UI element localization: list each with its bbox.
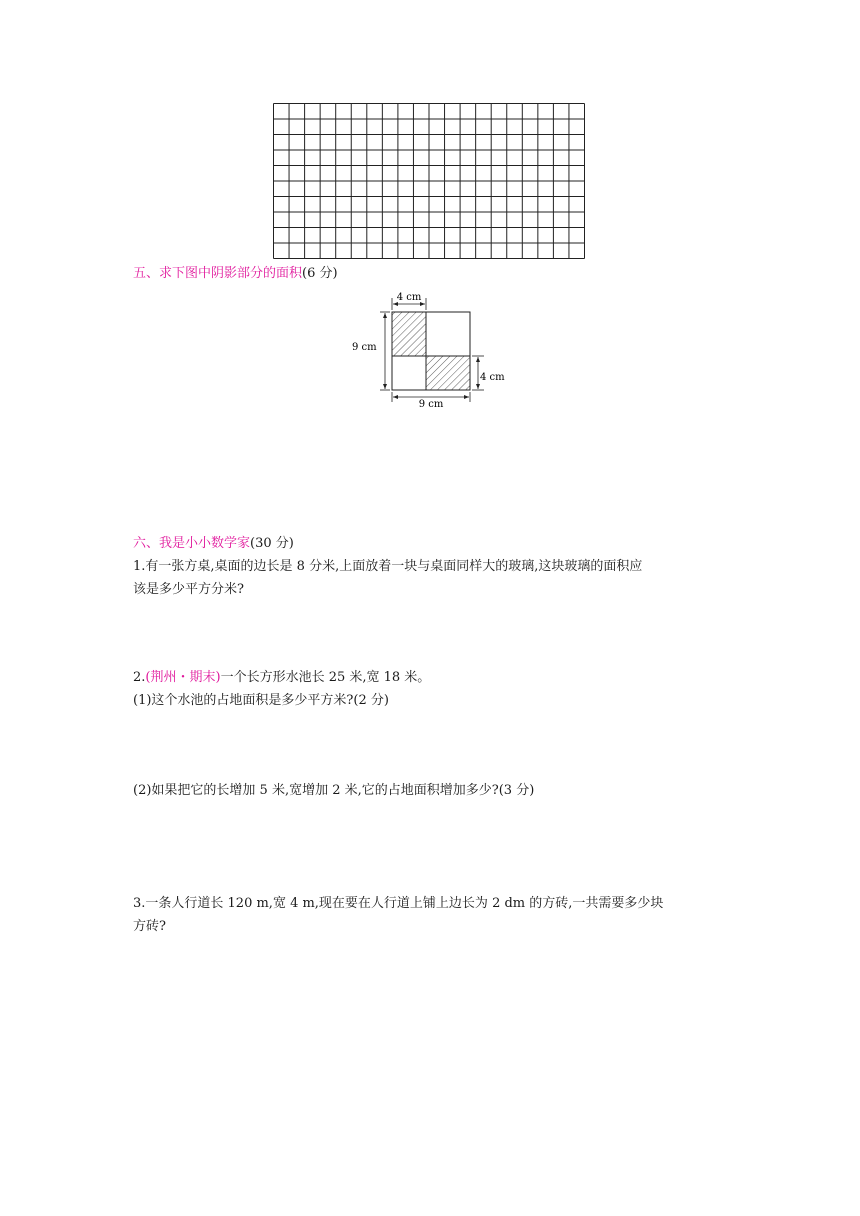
- question-2-part-1: (1)这个水池的占地面积是多少平方米?(2 分): [133, 693, 389, 708]
- question-2-source: (荆州・期末): [145, 670, 221, 685]
- question-2-stem: [133, 670, 430, 686]
- figure-svg: [350, 286, 510, 410]
- question-2-number: 2.: [133, 670, 146, 685]
- question-3-line-1: 3.一条人行道长 120 m,宽 4 m,现在要在人行道上铺上边长为 2 dm 的方砖,一共需要多少块: [133, 896, 664, 911]
- section-5-heading: [133, 266, 338, 282]
- right-dimension-label: 4 cm: [480, 372, 505, 383]
- bottom-dimension-label: 9 cm: [418, 399, 444, 410]
- question-3-line-2: 方砖?: [133, 919, 166, 934]
- shaded-rect-right: [426, 356, 470, 390]
- top-dimension-label: 4 cm: [396, 292, 422, 303]
- left-dimension-label: 9 cm: [352, 342, 377, 353]
- section-5-points: (6 分): [302, 266, 338, 281]
- shaded-figure: [350, 286, 510, 410]
- question-2-text: 一个长方形水池长 25 米,宽 18 米。: [220, 670, 431, 685]
- question-2-part-2: (2)如果把它的长增加 5 米,宽增加 2 米,它的占地面积增加多少?(3 分): [133, 783, 535, 798]
- grid-paper: [273, 103, 585, 259]
- shaded-rect-top: [392, 312, 426, 356]
- section-5-title: 五、求下图中阴影部分的面积: [133, 266, 303, 281]
- section-6-heading: [133, 536, 294, 552]
- section-6-points: (30 分): [250, 536, 294, 551]
- question-1-line-2: 该是多少平方分米?: [133, 582, 244, 597]
- section-6-title: 六、我是小小数学家: [133, 536, 251, 551]
- grid-lines: [273, 103, 585, 259]
- question-1-line-1: 1.有一张方桌,桌面的边长是 8 分米,上面放着一块与桌面同样大的玻璃,这块玻璃的面积应: [133, 559, 643, 574]
